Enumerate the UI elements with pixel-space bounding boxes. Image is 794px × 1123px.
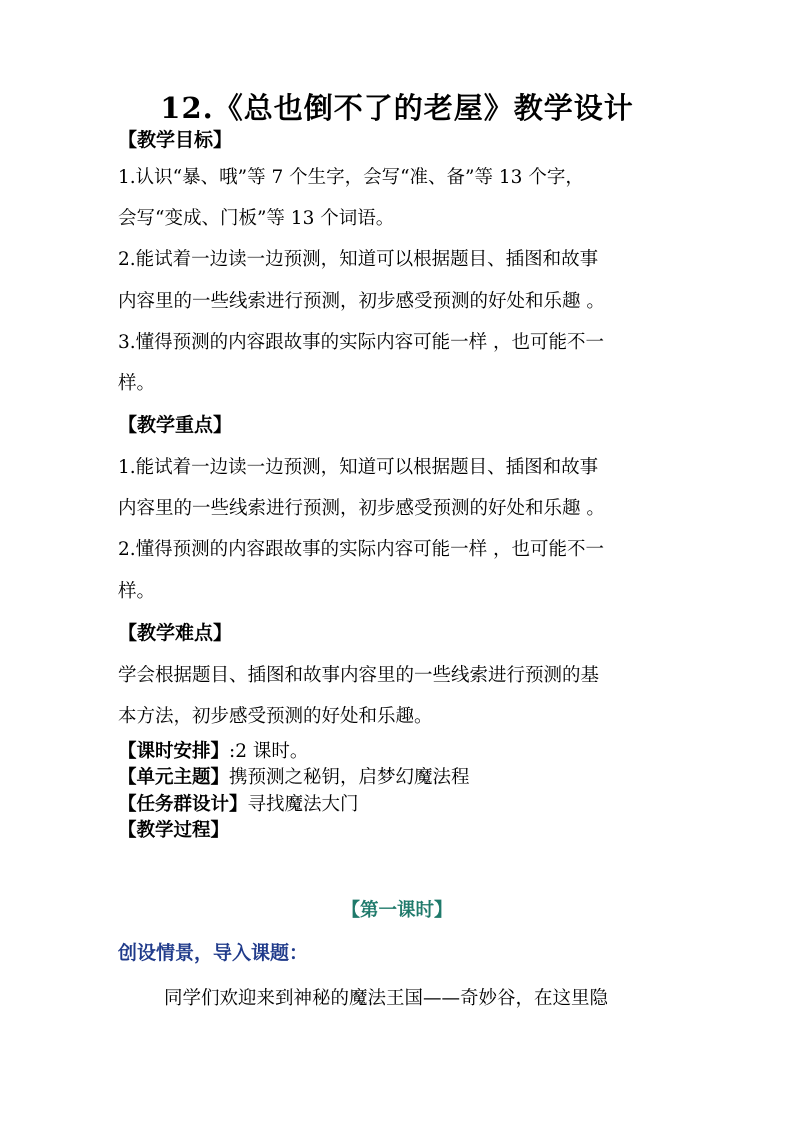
section-title: 创设情景，导入课题： [118,942,309,964]
document-title: 12.《总也倒不了的老屋》教学设计 [160,91,634,125]
schedule-value: :2 课时。 [229,741,309,762]
goals-line-1: 1.认识“暴、哦”等 7 个生字，会写“准、备”等 13 个字， [118,167,584,188]
difficulties-line-2: 本方法，初步感受预测的好处和乐趣。 [118,706,433,727]
goals-line-5: 3.懂得预测的内容跟故事的实际内容可能一样 ，也可能不一 [118,332,605,353]
goals-heading: 【教学目标】 [118,129,233,151]
key-points-line-3: 2.懂得预测的内容跟故事的实际内容可能一样 ，也可能不一 [118,539,605,560]
key-points-line-2: 内容里的一些线索进行预测，初步感受预测的好处和乐趣 。 [118,498,605,519]
difficulties-line-1: 学会根据题目、插图和故事内容里的一些线索进行预测的基 [118,665,600,686]
key-points-line-4: 样。 [118,581,156,602]
goals-line-4: 内容里的一些线索进行预测，初步感受预测的好处和乐趣 。 [118,291,605,312]
session-title: 【第一课时】 [341,900,453,921]
goals-line-2: 会写“变成、门板”等 13 个词语。 [118,208,395,229]
unit-theme-label: 【单元主题】 [118,767,230,788]
process-row [118,819,229,843]
schedule-row [118,740,308,764]
schedule-label: 【课时安排】 [118,741,230,762]
key-points-heading: 【教学重点】 [118,414,233,436]
unit-theme-row [118,766,470,790]
task-group-label: 【任务群设计】 [118,794,248,815]
process-label: 【教学过程】 [118,820,230,841]
task-group-row [118,793,359,817]
difficulties-heading: 【教学难点】 [118,622,233,644]
goals-line-6: 样。 [118,373,156,394]
key-points-line-1: 1.能试着一边读一边预测，知道可以根据题目、插图和故事 [118,457,599,478]
unit-theme-value: 携预测之秘钥，启梦幻魔法程 [229,767,470,788]
goals-line-3: 2.能试着一边读一边预测，知道可以根据题目、插图和故事 [118,249,599,270]
task-group-value: 寻找魔法大门 [247,794,359,815]
intro-paragraph: 同学们欢迎来到神秘的魔法王国——奇妙谷，在这里隐 [164,988,609,1009]
